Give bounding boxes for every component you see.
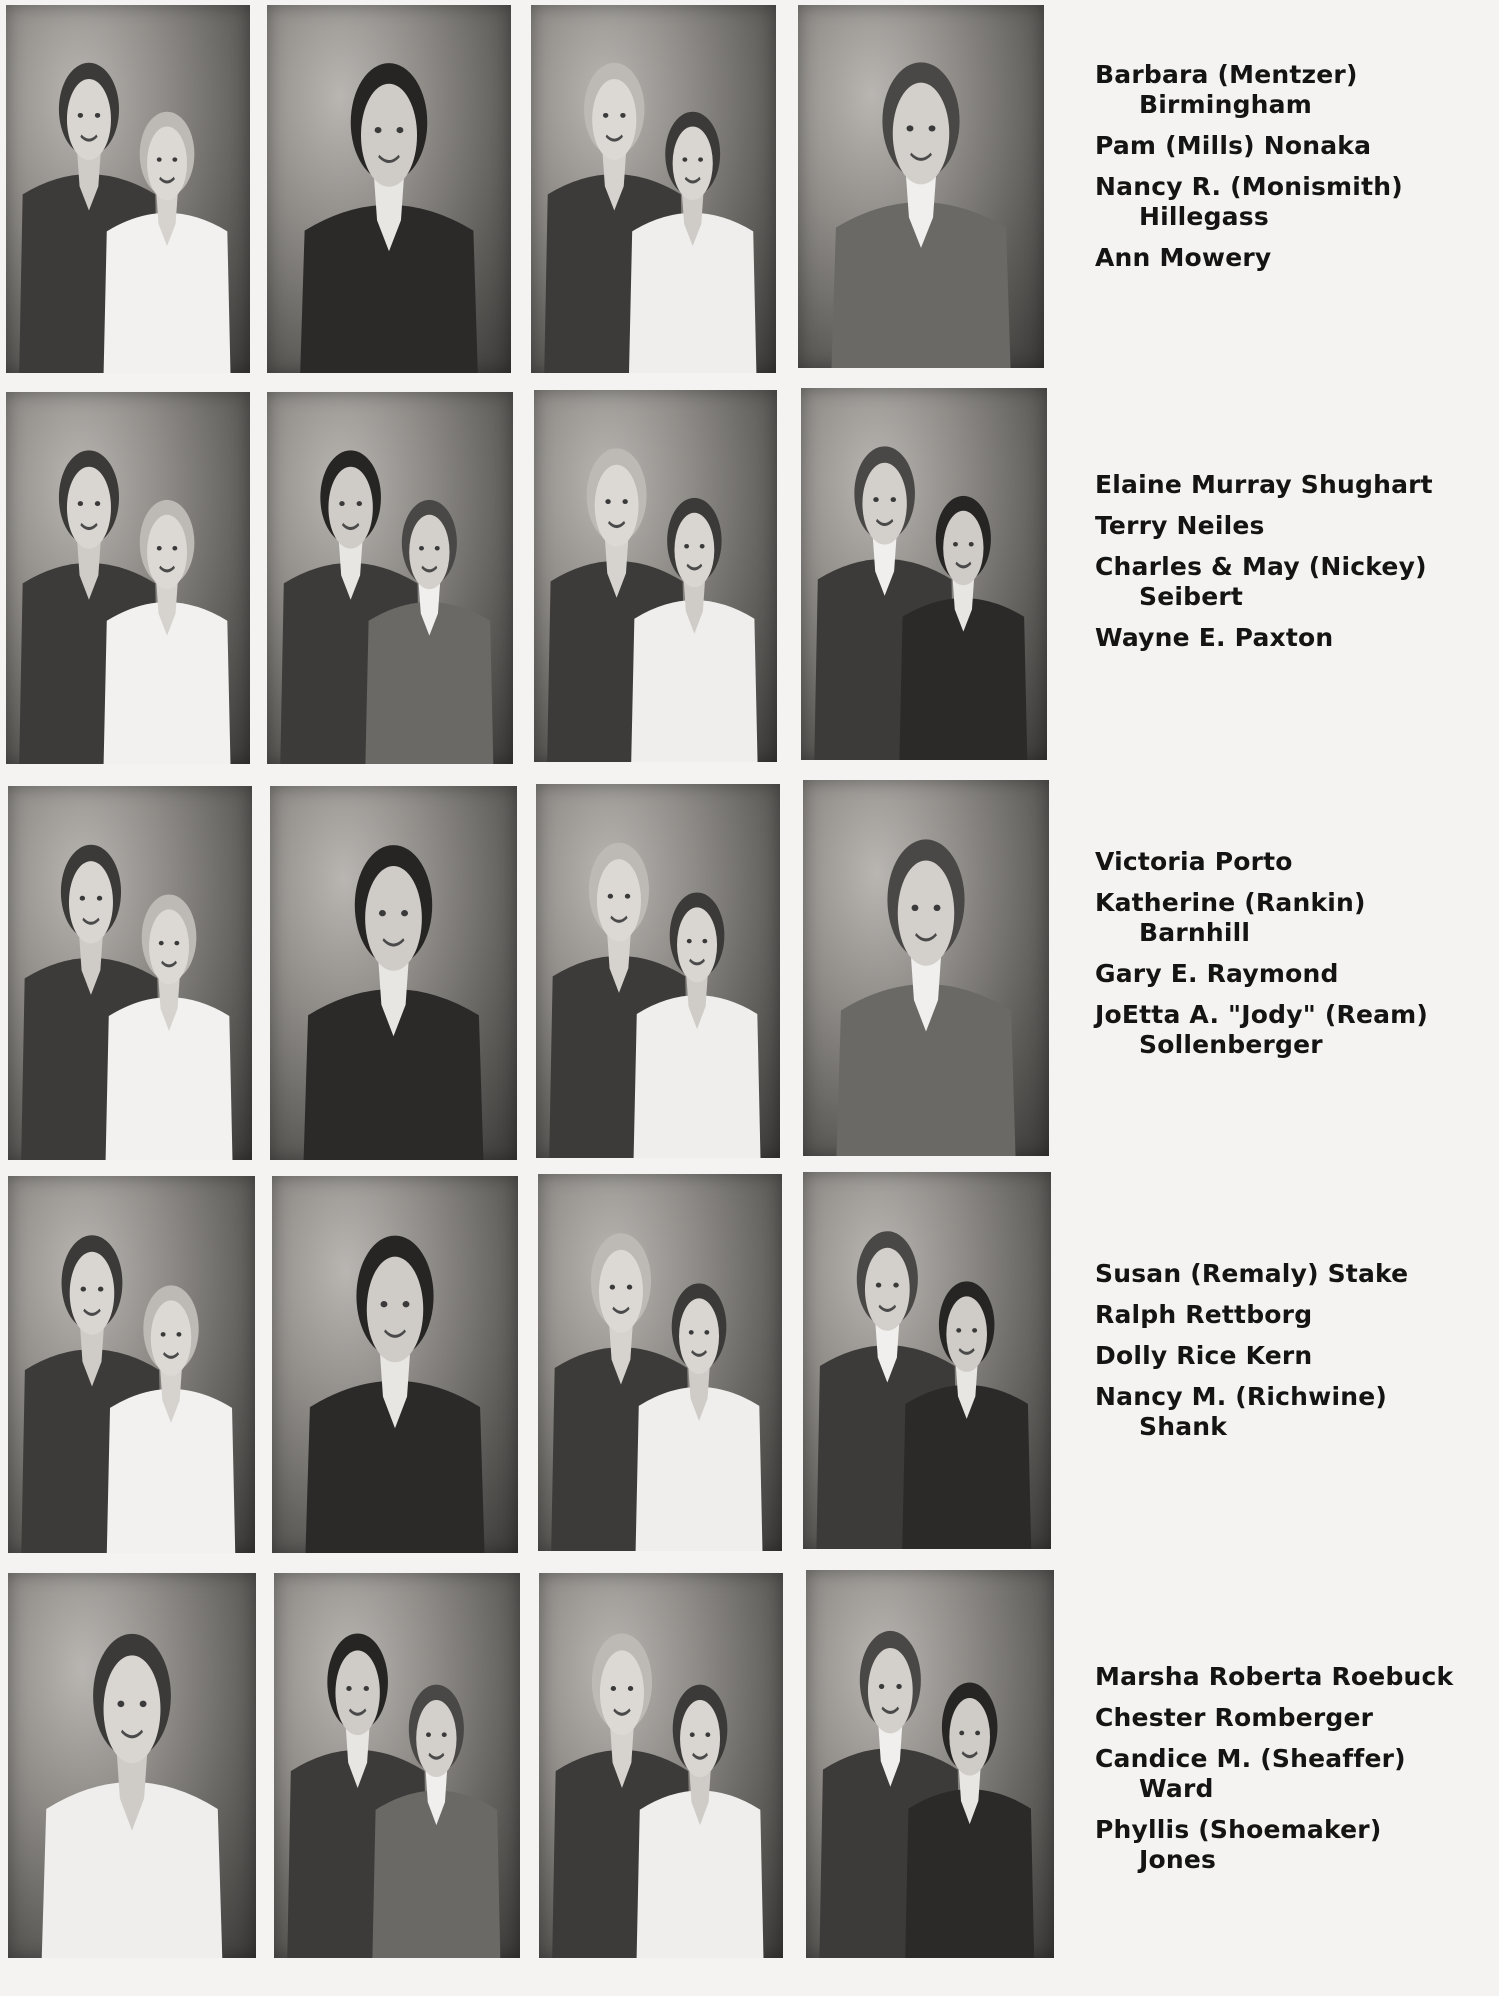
portrait-photo: [6, 5, 250, 373]
person-silhouette: [42, 1634, 223, 1958]
portrait-photo: [801, 388, 1047, 760]
person-silhouette: [636, 1283, 763, 1551]
person-name: [1095, 1815, 1495, 1875]
name-line: Katherine (Rankin): [1095, 888, 1366, 917]
portrait-photo: [6, 392, 250, 764]
portrait-photo: [8, 1176, 255, 1553]
portrait-drawing: [274, 1573, 520, 1958]
portrait-drawing: [8, 1176, 255, 1553]
name-line: Gary E. Raymond: [1095, 959, 1339, 988]
names-list-row-1: [1095, 60, 1495, 284]
name-line: Wayne E. Paxton: [1095, 623, 1334, 652]
person-name: [1095, 60, 1495, 120]
person-name: [1095, 243, 1495, 273]
portrait-drawing: [801, 388, 1047, 760]
person-silhouette: [104, 500, 231, 764]
portrait-drawing: [6, 5, 250, 373]
portrait-drawing: [803, 1172, 1051, 1549]
portrait-drawing: [534, 390, 777, 762]
names-list-row-4: [1095, 1259, 1495, 1453]
portrait-photo: [531, 5, 776, 373]
person-name: [1095, 470, 1495, 500]
names-list-row-3: [1095, 847, 1495, 1071]
name-line: Pam (Mills) Nonaka: [1095, 131, 1372, 160]
name-continuation: Shank: [1139, 1412, 1228, 1441]
name-continuation: Sollenberger: [1139, 1030, 1323, 1059]
portrait-photo: [806, 1570, 1054, 1958]
name-continuation: Barnhill: [1139, 918, 1251, 947]
portrait-drawing: [272, 1176, 518, 1553]
name-line: JoEtta A. "Jody" (Ream): [1095, 1000, 1429, 1029]
portrait-drawing: [531, 5, 776, 373]
portrait-photo: [534, 390, 777, 762]
name-line: Charles & May (Nickey): [1095, 552, 1427, 581]
person-silhouette: [304, 845, 484, 1160]
name-line: Victoria Porto: [1095, 847, 1293, 876]
portrait-photo: [798, 5, 1044, 368]
name-line: Nancy M. (Richwine): [1095, 1382, 1387, 1411]
person-name: [1095, 623, 1495, 653]
person-silhouette: [902, 1281, 1031, 1549]
names-list-row-5: [1095, 1662, 1495, 1886]
name-line: Marsha Roberta Roebuck: [1095, 1662, 1454, 1691]
name-continuation: Hillegass: [1139, 202, 1269, 231]
portrait-drawing: [6, 392, 250, 764]
portrait-photo: [274, 1573, 520, 1958]
name-line: Terry Neiles: [1095, 511, 1265, 540]
person-name: [1095, 131, 1495, 161]
person-name: [1095, 1341, 1495, 1371]
portrait-drawing: [267, 392, 513, 764]
name-line: Nancy R. (Monismith): [1095, 172, 1403, 201]
person-silhouette: [104, 112, 231, 373]
portrait-photo: [803, 1172, 1051, 1549]
portrait-drawing: [806, 1570, 1054, 1958]
person-silhouette: [631, 498, 757, 762]
person-silhouette: [372, 1685, 500, 1958]
portrait-photo: [536, 784, 780, 1158]
person-name: [1095, 511, 1495, 541]
person-name: [1095, 959, 1495, 989]
portrait-drawing: [8, 1573, 256, 1958]
portrait-photo: [539, 1573, 783, 1958]
portrait-drawing: [798, 5, 1044, 368]
names-list-row-2: [1095, 470, 1495, 664]
portrait-photo: [8, 1573, 256, 1958]
person-name: [1095, 1259, 1495, 1289]
person-name: [1095, 552, 1495, 612]
portrait-photo: [8, 786, 252, 1160]
portrait-drawing: [803, 780, 1049, 1156]
portrait-drawing: [8, 786, 252, 1160]
name-continuation: Jones: [1139, 1845, 1217, 1874]
portrait-drawing: [270, 786, 517, 1160]
person-name: [1095, 1662, 1495, 1692]
person-silhouette: [305, 1236, 484, 1553]
name-continuation: Seibert: [1139, 582, 1244, 611]
person-silhouette: [300, 63, 478, 373]
portrait-photo: [272, 1176, 518, 1553]
portrait-photo: [267, 5, 511, 373]
name-line: Ralph Rettborg: [1095, 1300, 1313, 1329]
person-name: [1095, 847, 1495, 877]
portrait-drawing: [267, 5, 511, 373]
name-continuation: Ward: [1139, 1774, 1214, 1803]
person-silhouette: [831, 62, 1010, 368]
portrait-photo: [270, 786, 517, 1160]
person-silhouette: [634, 892, 761, 1158]
person-name: [1095, 1382, 1495, 1442]
name-line: Susan (Remaly) Stake: [1095, 1259, 1409, 1288]
person-name: [1095, 1703, 1495, 1733]
person-silhouette: [836, 839, 1015, 1156]
person-silhouette: [107, 1285, 235, 1553]
person-name: [1095, 1744, 1495, 1804]
person-silhouette: [629, 112, 756, 373]
portrait-drawing: [536, 784, 780, 1158]
portrait-drawing: [538, 1174, 782, 1551]
portrait-drawing: [539, 1573, 783, 1958]
name-line: Ann Mowery: [1095, 243, 1272, 272]
person-silhouette: [106, 894, 233, 1160]
person-silhouette: [365, 500, 493, 764]
name-line: Candice M. (Sheaffer): [1095, 1744, 1406, 1773]
name-line: Dolly Rice Kern: [1095, 1341, 1313, 1370]
person-name: [1095, 1000, 1495, 1060]
name-line: Phyllis (Shoemaker): [1095, 1815, 1382, 1844]
name-line: Elaine Murray Shughart: [1095, 470, 1433, 499]
portrait-photo: [803, 780, 1049, 1156]
name-line: Barbara (Mentzer): [1095, 60, 1358, 89]
portrait-photo: [538, 1174, 782, 1551]
name-line: Chester Romberger: [1095, 1703, 1374, 1732]
person-name: [1095, 888, 1495, 948]
portrait-photo: [267, 392, 513, 764]
person-silhouette: [899, 496, 1027, 760]
person-silhouette: [905, 1683, 1034, 1958]
name-continuation: Birmingham: [1139, 90, 1312, 119]
person-silhouette: [637, 1685, 764, 1958]
person-name: [1095, 172, 1495, 232]
person-name: [1095, 1300, 1495, 1330]
